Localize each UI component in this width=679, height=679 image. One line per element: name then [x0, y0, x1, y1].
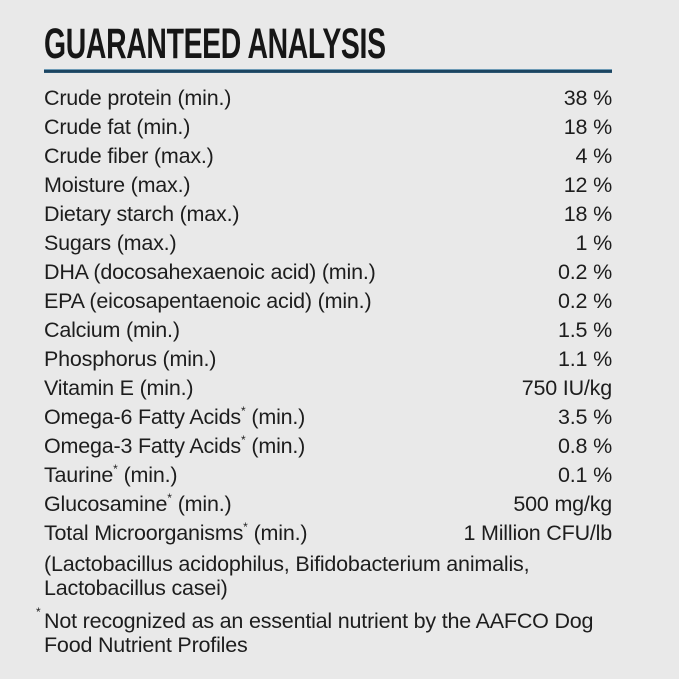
nutrient-label: [44, 84, 231, 113]
table-row: [44, 287, 612, 316]
nutrient-qualifier: (min.): [245, 405, 306, 429]
nutrient-value: 3.5 %: [558, 405, 612, 429]
table-row: [44, 84, 612, 113]
nutrient-label: [44, 258, 376, 287]
nutrient-name: Calcium: [44, 318, 121, 342]
table-row: [44, 490, 612, 519]
nutrient-value: 500 mg/kg: [513, 492, 612, 516]
table-row: [44, 345, 612, 374]
microorganism-species: (Lactobacillus acidophilus, Bifidobacterium animalis, Lactobacillus casei): [44, 552, 530, 600]
nutrient-label: [44, 171, 190, 200]
table-row: [44, 113, 612, 142]
nutrient-value: 1 Million CFU/lb: [463, 521, 612, 545]
nutrient-label: [44, 287, 371, 316]
footnote-reference-marker: *: [113, 462, 118, 476]
footnote-reference-marker: *: [240, 433, 246, 447]
nutrient-qualifier: (min.): [171, 86, 232, 110]
table-row: [44, 200, 612, 229]
nutrient-qualifier: (min.): [133, 376, 194, 400]
nutrient-name: Vitamin E: [44, 376, 134, 400]
nutrient-name: Glucosamine: [44, 492, 168, 516]
nutrient-name: Crude fat: [44, 115, 131, 139]
nutrient-name: Dietary starch: [44, 202, 174, 226]
table-row: [44, 258, 612, 287]
title-underline: [44, 69, 612, 73]
nutrient-name: Moisture: [44, 173, 125, 197]
nutrient-name: Phosphorus: [44, 347, 157, 371]
nutrient-label: [44, 490, 231, 519]
nutrient-label: [44, 345, 216, 374]
footnote-text: Not recognized as an essential nutrient by the AAFCO Dog Food Nutrient Profiles: [44, 609, 594, 657]
nutrient-qualifier: (min.): [117, 463, 178, 487]
nutrient-qualifier: (min.): [245, 434, 306, 458]
nutrient-label: [44, 316, 180, 345]
footnote-reference-marker: *: [243, 520, 248, 534]
table-row: [44, 171, 612, 200]
nutrient-label: [44, 461, 177, 490]
nutrient-label: [44, 142, 214, 171]
nutrient-value: 18 %: [563, 202, 612, 226]
nutrient-qualifier: (max.): [124, 173, 191, 197]
nutrient-name: Sugars: [44, 231, 111, 255]
nutrient-value: 0.2 %: [558, 289, 612, 313]
nutrient-value: 4 %: [575, 144, 612, 168]
table-row: [44, 374, 612, 403]
nutrient-name: Crude fiber: [44, 144, 149, 168]
table-row: [44, 432, 612, 461]
nutrient-value: 0.1 %: [558, 463, 612, 487]
table-row: [44, 229, 612, 258]
nutrient-name: EPA (eicosapentaenoic acid): [44, 289, 312, 313]
nutrient-name: Crude protein: [44, 86, 172, 110]
nutrient-value: 1.5 %: [558, 318, 612, 342]
nutrient-label: [44, 200, 239, 229]
nutrient-qualifier: (max.): [173, 202, 240, 226]
footnote: * Not recognized as an essential nutrient by the AAFCO Dog Food Nutrient Profiles: [36, 605, 594, 657]
nutrient-qualifier: (min.): [156, 347, 217, 371]
nutrient-label: [44, 403, 305, 432]
nutrient-name: DHA (docosahexaenoic acid): [44, 260, 317, 284]
nutrient-qualifier: (min.): [171, 492, 232, 516]
nutrient-value: 18 %: [563, 115, 612, 139]
footnote-reference-marker: *: [167, 491, 172, 505]
nutrient-label: [44, 374, 193, 403]
nutrient-label: [44, 229, 176, 258]
table-row: [44, 316, 612, 345]
nutrient-qualifier: (min.): [247, 521, 308, 545]
table-row: [44, 142, 612, 171]
nutrient-name: Omega-3 Fatty Acids: [44, 434, 241, 458]
nutrient-qualifier: (max.): [148, 144, 214, 168]
table-row: [44, 403, 612, 432]
nutrient-value: 38 %: [563, 86, 612, 110]
nutrient-name: Omega-6 Fatty Acids: [44, 405, 241, 429]
nutrient-value: 1 %: [575, 231, 612, 255]
table-row: [44, 519, 612, 548]
nutrient-value: 0.2 %: [558, 260, 612, 284]
nutrient-value: 0.8 %: [558, 434, 612, 458]
nutrient-qualifier: (max.): [110, 231, 177, 255]
nutrient-label: [44, 519, 307, 548]
section-title: GUARANTEED ANALYSIS: [44, 20, 386, 68]
nutrient-name: Taurine: [44, 463, 114, 487]
nutrient-qualifier: (min.): [130, 115, 191, 139]
table-row: [44, 461, 612, 490]
nutrient-value: 1.1 %: [558, 347, 612, 371]
footnote-reference-marker: *: [240, 404, 246, 418]
nutrient-value: 750 IU/kg: [521, 376, 612, 400]
nutrient-qualifier: (min.): [120, 318, 180, 342]
nutrient-name: Total Microorganisms: [44, 521, 244, 545]
nutrient-value: 12 %: [563, 173, 612, 197]
analysis-table: [44, 84, 612, 548]
nutrient-qualifier: (min.): [316, 260, 376, 284]
nutrient-qualifier: (min.): [311, 289, 372, 313]
nutrient-label: [44, 432, 305, 461]
nutrient-label: [44, 113, 190, 142]
